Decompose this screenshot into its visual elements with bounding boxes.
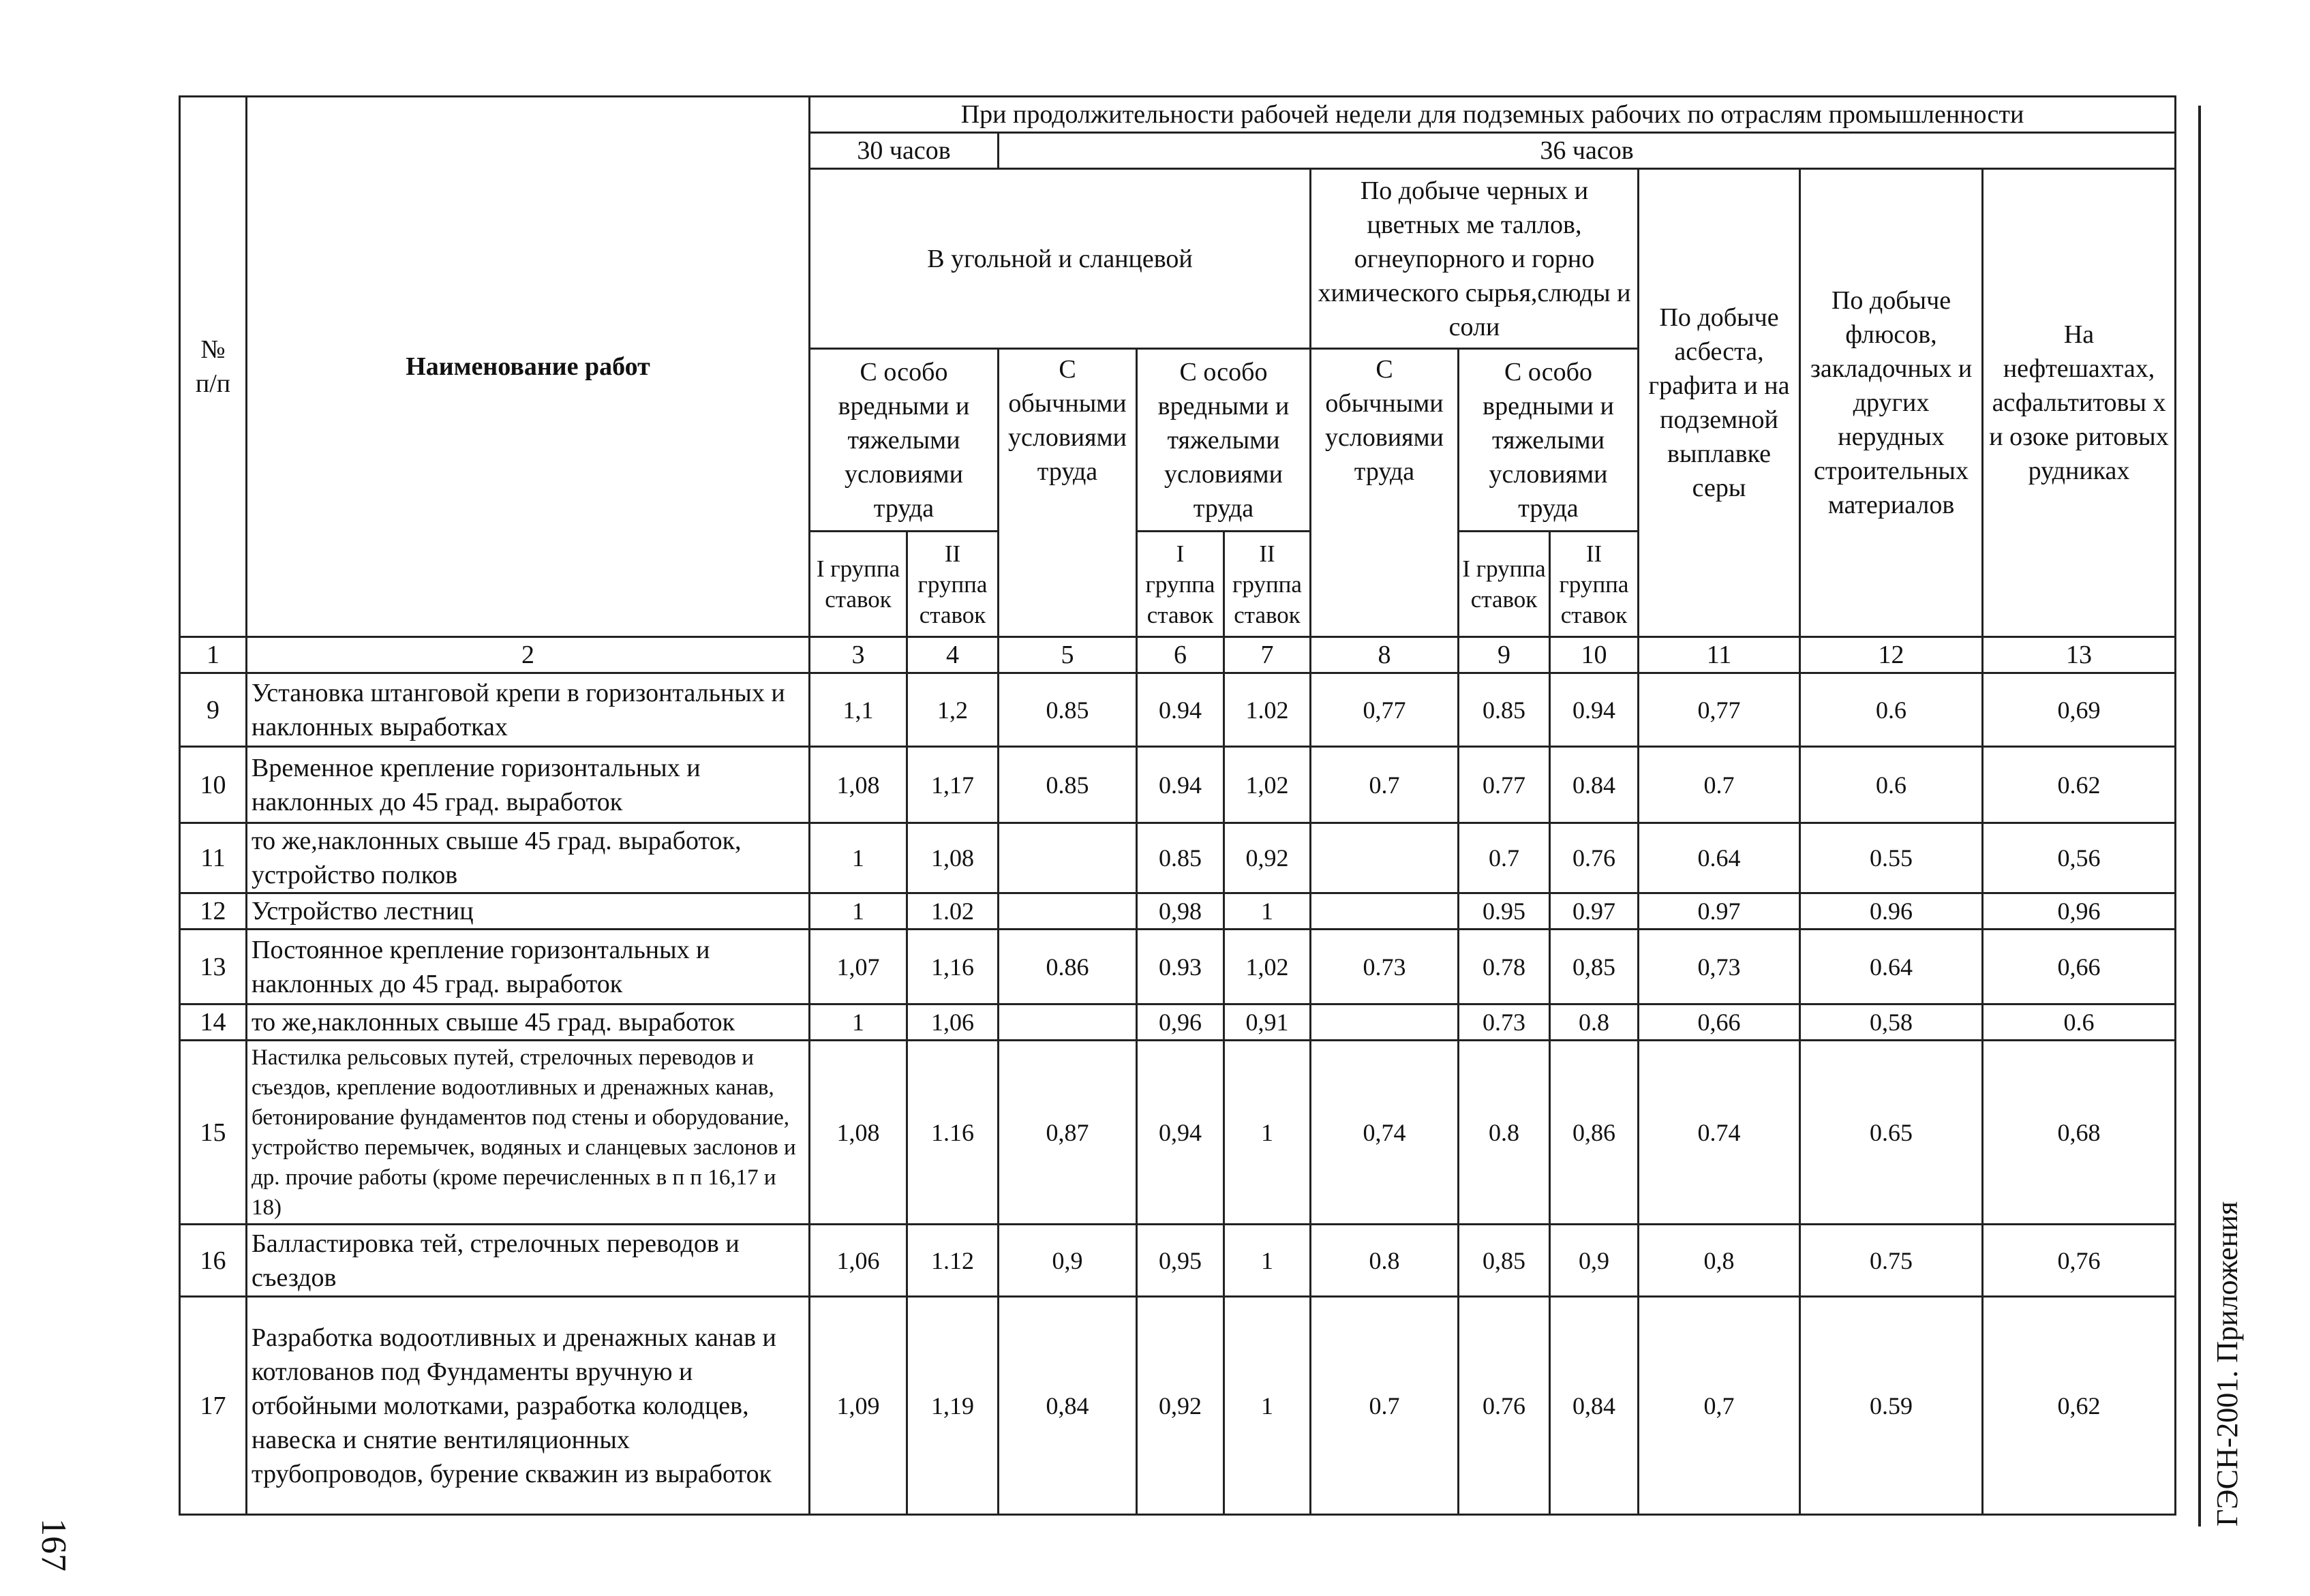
header-metals — [1311, 169, 1639, 349]
coef-col-11: 0,73 — [1639, 930, 1800, 1004]
col-num-13: 13 — [1983, 637, 2176, 673]
coef-col-7: 0,92 — [1224, 823, 1311, 893]
coef-col-12: 0.65 — [1800, 1041, 1983, 1225]
header-g2-c — [1550, 532, 1639, 637]
header-g2-a-text: II группа ставок — [917, 540, 988, 628]
coef-col-11: 0,8 — [1639, 1225, 1800, 1297]
column-number-row — [180, 637, 2176, 673]
coef-col-10: 0.76 — [1550, 823, 1639, 893]
coefficient-table — [179, 95, 2176, 1516]
coef-col-7: 1,02 — [1224, 930, 1311, 1004]
header-harmful-metals-text: С особо вредными и тяжелыми условиями труда — [1483, 357, 1614, 523]
coef-col-10: 0.8 — [1550, 1004, 1639, 1041]
col-num-10: 10 — [1550, 637, 1639, 673]
work-name: то же,наклонных свыше 45 град. выработок, устройство полков — [247, 823, 810, 893]
coef-col-9: 0.85 — [1459, 673, 1550, 747]
work-name: Настилка рельсовых путей, стрелочных переводов и съездов, крепление водоотливных и дренажных канав, бетонирование фундаментов под стены и оборудование, устройство перемычек, водяных и сланцевых заслонов и др. прочие работы (кроме перечисленных в п п 16,17 и 18) — [247, 1041, 810, 1225]
header-harmful-metals — [1459, 349, 1639, 532]
col-num-8: 8 — [1311, 637, 1459, 673]
coef-col-7: 1.02 — [1224, 673, 1311, 747]
coef-col-4: 1,16 — [907, 930, 999, 1004]
header-36h — [999, 133, 2176, 169]
header-g1-a-text: I группа ставок — [816, 555, 900, 613]
header-metals-text: По добыче черных и цветных ме таллов, огнеупорного и горно химического сырья,слюды и соли — [1318, 176, 1631, 341]
coef-col-6: 0,98 — [1137, 893, 1224, 930]
coef-col-4: 1,06 — [907, 1004, 999, 1041]
coef-col-13: 0,56 — [1983, 823, 2176, 893]
coef-col-5 — [999, 893, 1137, 930]
coef-col-6: 0,94 — [1137, 1041, 1224, 1225]
col-num-2: 2 — [247, 637, 810, 673]
coef-col-12: 0.55 — [1800, 823, 1983, 893]
header-harmful-coal — [810, 349, 999, 532]
header-30h — [810, 133, 999, 169]
page-number: 167 — [34, 1518, 73, 1571]
col-num-11: 11 — [1639, 637, 1800, 673]
coef-col-5: 0.86 — [999, 930, 1137, 1004]
col-num-7: 7 — [1224, 637, 1311, 673]
coef-col-4: 1,2 — [907, 673, 999, 747]
table-row — [180, 1041, 2176, 1225]
coef-col-5 — [999, 1004, 1137, 1041]
coef-col-10: 0.94 — [1550, 673, 1639, 747]
coef-col-8 — [1311, 1004, 1459, 1041]
header-coal-text: В угольной и сланцевой — [927, 244, 1193, 273]
header-g2-b — [1224, 532, 1311, 637]
header-coal — [810, 169, 1311, 349]
coef-col-6: 0.94 — [1137, 747, 1224, 823]
coef-col-5 — [999, 823, 1137, 893]
work-name: Постоянное крепление горизонтальных и наклонных до 45 град. выработок — [247, 930, 810, 1004]
coef-col-3: 1,06 — [810, 1225, 907, 1297]
row-number: 10 — [180, 747, 247, 823]
coef-col-13: 0,96 — [1983, 893, 2176, 930]
header-30h-text: 30 часов — [857, 136, 951, 165]
coef-col-7: 1 — [1224, 1225, 1311, 1297]
header-name — [247, 97, 810, 637]
header-harmful-coal-text: С особо вредными и тяжелыми условиями труда — [838, 357, 970, 523]
coef-col-7: 1 — [1224, 893, 1311, 930]
work-name: Балластировка тей, стрелочных переводов и съездов — [247, 1225, 810, 1297]
coef-col-3: 1,08 — [810, 747, 907, 823]
coef-col-13: 0,76 — [1983, 1225, 2176, 1297]
coef-col-8: 0.8 — [1311, 1225, 1459, 1297]
row-number: 15 — [180, 1041, 247, 1225]
coef-col-6: 0.85 — [1137, 823, 1224, 893]
table-row — [180, 1225, 2176, 1297]
table-row — [180, 1004, 2176, 1041]
coef-col-8: 0,77 — [1311, 673, 1459, 747]
coef-col-12: 0.6 — [1800, 673, 1983, 747]
coef-col-7: 1 — [1224, 1297, 1311, 1515]
coef-col-6: 0.93 — [1137, 930, 1224, 1004]
header-top-text: При продолжительности рабочей недели для подземных рабочих по отраслям промышленности — [960, 100, 2024, 129]
coef-col-6: 0.94 — [1137, 673, 1224, 747]
coef-col-5: 0,9 — [999, 1225, 1137, 1297]
header-harmful-coal-36 — [1137, 349, 1311, 532]
coef-col-3: 1,07 — [810, 930, 907, 1004]
coef-col-10: 0,84 — [1550, 1297, 1639, 1515]
side-caption: ГЭСН-2001. Приложения — [2210, 1201, 2244, 1526]
header-g1-c — [1459, 532, 1550, 637]
coef-col-5: 0.85 — [999, 673, 1137, 747]
coef-col-8: 0.73 — [1311, 930, 1459, 1004]
coef-col-9: 0.77 — [1459, 747, 1550, 823]
coef-col-8 — [1311, 893, 1459, 930]
table-row — [180, 747, 2176, 823]
coef-col-13: 0,68 — [1983, 1041, 2176, 1225]
coef-col-8: 0.7 — [1311, 747, 1459, 823]
coef-col-4: 1,17 — [907, 747, 999, 823]
coef-col-9: 0.95 — [1459, 893, 1550, 930]
row-number: 9 — [180, 673, 247, 747]
coef-col-8: 0.7 — [1311, 1297, 1459, 1515]
coef-col-3: 1,09 — [810, 1297, 907, 1515]
coef-col-8 — [1311, 823, 1459, 893]
row-number: 13 — [180, 930, 247, 1004]
coef-col-10: 0,85 — [1550, 930, 1639, 1004]
col-num-5: 5 — [999, 637, 1137, 673]
table-row — [180, 823, 2176, 893]
header-fluxes-text: По добыче флюсов, закладочных и других нерудных строительных материалов — [1810, 286, 1973, 519]
table-row — [180, 930, 2176, 1004]
coef-col-11: 0,66 — [1639, 1004, 1800, 1041]
header-36h-text: 36 часов — [1540, 136, 1634, 165]
coef-col-9: 0.76 — [1459, 1297, 1550, 1515]
row-number: 11 — [180, 823, 247, 893]
header-normal-metals-text: С обычными условиями труда — [1325, 355, 1444, 486]
right-border-line — [2198, 106, 2201, 1526]
coef-col-10: 0.97 — [1550, 893, 1639, 930]
coef-col-13: 0.6 — [1983, 1004, 2176, 1041]
work-name: то же,наклонных свыше 45 град. выработок — [247, 1004, 810, 1041]
coef-col-3: 1 — [810, 823, 907, 893]
col-num-9: 9 — [1459, 637, 1550, 673]
coef-col-9: 0.73 — [1459, 1004, 1550, 1041]
coef-col-3: 1,1 — [810, 673, 907, 747]
col-num-12: 12 — [1800, 637, 1983, 673]
table-row — [180, 1297, 2176, 1515]
coef-col-6: 0,96 — [1137, 1004, 1224, 1041]
table-row — [180, 673, 2176, 747]
coef-col-4: 1.16 — [907, 1041, 999, 1225]
coef-col-10: 0.84 — [1550, 747, 1639, 823]
header-fluxes — [1800, 169, 1983, 637]
header-asbestos — [1639, 169, 1800, 637]
coef-col-6: 0,92 — [1137, 1297, 1224, 1515]
coef-col-9: 0,85 — [1459, 1225, 1550, 1297]
header-number-text: № п/п — [195, 335, 231, 398]
header-g1-a — [810, 532, 907, 637]
row-number: 14 — [180, 1004, 247, 1041]
coef-col-5: 0,84 — [999, 1297, 1137, 1515]
coef-col-9: 0.78 — [1459, 930, 1550, 1004]
coef-col-3: 1,08 — [810, 1041, 907, 1225]
col-num-1: 1 — [180, 637, 247, 673]
header-oil-text: На нефтешахтах, асфальтитовы х и озоке ритовых рудниках — [1989, 320, 2169, 485]
coef-col-4: 1.12 — [907, 1225, 999, 1297]
header-oil — [1983, 169, 2176, 637]
row-number: 17 — [180, 1297, 247, 1515]
coef-col-10: 0,86 — [1550, 1041, 1639, 1225]
header-normal-coal — [999, 349, 1137, 637]
coef-col-12: 0.6 — [1800, 747, 1983, 823]
work-name: Установка штанговой крепи в горизонтальных и наклонных выработках — [247, 673, 810, 747]
coef-col-7: 1,02 — [1224, 747, 1311, 823]
coef-col-13: 0,66 — [1983, 930, 2176, 1004]
header-g1-b — [1137, 532, 1224, 637]
header-harmful-coal-36-text: С особо вредными и тяжелыми условиями труда — [1157, 357, 1290, 523]
work-name: Временное крепление горизонтальных и наклонных до 45 град. выработок — [247, 747, 810, 823]
header-asbestos-text: По добыче асбеста, графита и на подземной выплавке серы — [1648, 303, 1790, 502]
coef-col-3: 1 — [810, 1004, 907, 1041]
coef-col-10: 0,9 — [1550, 1225, 1639, 1297]
coef-col-12: 0,58 — [1800, 1004, 1983, 1041]
coef-col-11: 0.7 — [1639, 747, 1800, 823]
coef-col-7: 0,91 — [1224, 1004, 1311, 1041]
header-g2-c-text: II группа ставок — [1559, 540, 1629, 628]
coef-col-11: 0.64 — [1639, 823, 1800, 893]
coef-col-12: 0.59 — [1800, 1297, 1983, 1515]
header-name-text: Наименование работ — [406, 352, 650, 381]
header-g1-c-text: I группа ставок — [1462, 555, 1546, 613]
col-num-6: 6 — [1137, 637, 1224, 673]
header-g2-a — [907, 532, 999, 637]
header-normal-coal-text: С обычными условиями труда — [1008, 355, 1127, 486]
coef-col-12: 0.64 — [1800, 930, 1983, 1004]
header-g2-b-text: II группа ставок — [1232, 540, 1302, 628]
coef-col-12: 0.75 — [1800, 1225, 1983, 1297]
col-num-4: 4 — [907, 637, 999, 673]
coef-col-11: 0,77 — [1639, 673, 1800, 747]
row-number: 16 — [180, 1225, 247, 1297]
coef-col-4: 1,08 — [907, 823, 999, 893]
header-top — [810, 97, 2176, 133]
coef-col-5: 0.85 — [999, 747, 1137, 823]
coef-col-4: 1.02 — [907, 893, 999, 930]
table-row — [180, 893, 2176, 930]
header-normal-metals — [1311, 349, 1459, 637]
coef-col-13: 0,69 — [1983, 673, 2176, 747]
coef-col-9: 0.7 — [1459, 823, 1550, 893]
coef-col-5: 0,87 — [999, 1041, 1137, 1225]
coef-col-11: 0.74 — [1639, 1041, 1800, 1225]
coef-col-8: 0,74 — [1311, 1041, 1459, 1225]
header-number — [180, 97, 247, 637]
coef-col-11: 0.97 — [1639, 893, 1800, 930]
coef-col-3: 1 — [810, 893, 907, 930]
coef-col-13: 0,62 — [1983, 1297, 2176, 1515]
coef-col-12: 0.96 — [1800, 893, 1983, 930]
col-num-3: 3 — [810, 637, 907, 673]
coef-col-7: 1 — [1224, 1041, 1311, 1225]
coef-col-13: 0.62 — [1983, 747, 2176, 823]
coef-col-6: 0,95 — [1137, 1225, 1224, 1297]
header-g1-b-text: I группа ставок — [1145, 540, 1215, 628]
coef-col-11: 0,7 — [1639, 1297, 1800, 1515]
work-name: Устройство лестниц — [247, 893, 810, 930]
row-number: 12 — [180, 893, 247, 930]
work-name: Разработка водоотливных и дренажных канав и котлованов под Фундаменты вручную и отбойными молотками, разработка колодцев, навеска и снятие вентиляционных трубопроводов, бурение скважин из выработок — [247, 1297, 810, 1515]
coef-col-4: 1,19 — [907, 1297, 999, 1515]
coef-col-9: 0.8 — [1459, 1041, 1550, 1225]
